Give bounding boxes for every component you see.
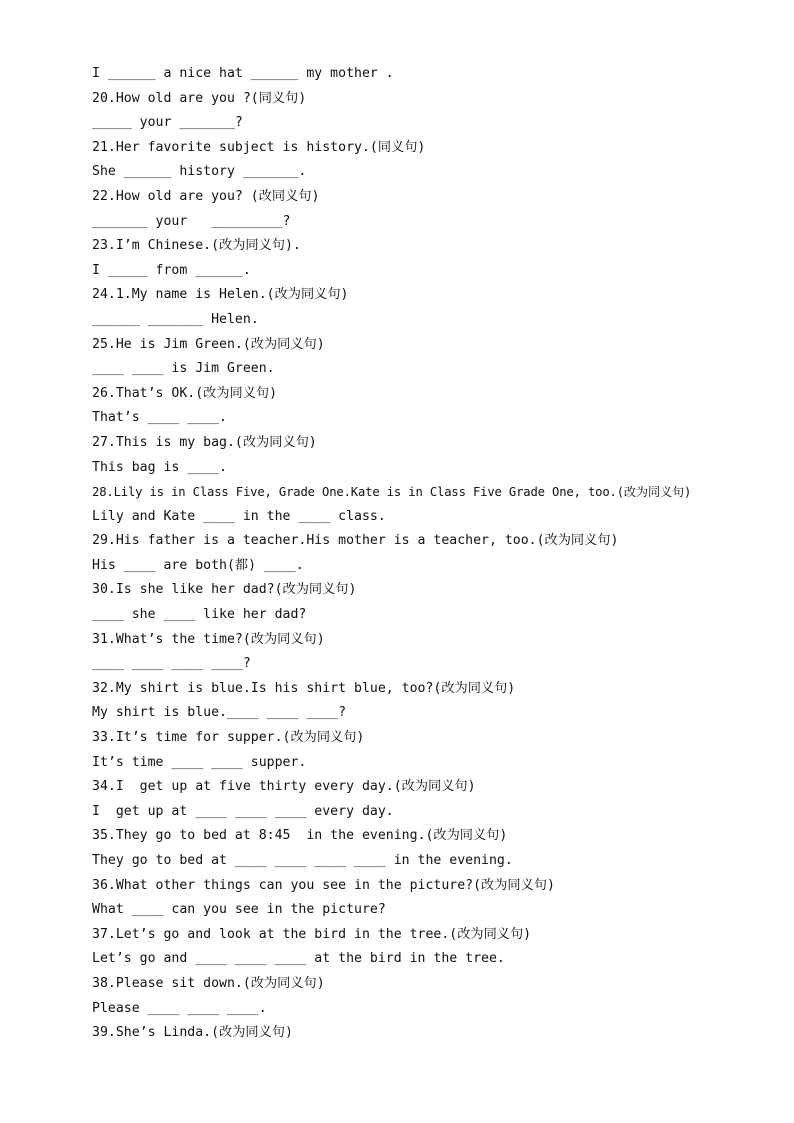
answer-line-24: ______ _______ Helen. [92, 311, 259, 327]
answer-line-27: This bag is ____. [92, 459, 227, 475]
answer-line-25: ____ ____ is Jim Green. [92, 361, 275, 377]
answer-line-34: I get up at ____ ____ ____ every day. [92, 803, 394, 819]
answer-line-31: ____ ____ ____ ____? [92, 656, 251, 672]
answer-line-35: They go to bed at ____ ____ ____ ____ in the evening. [92, 853, 513, 868]
answer-line-29: His ____ are both(都) ____. [92, 557, 304, 573]
answer-line-30: ____ she ____ like her dad? [92, 607, 307, 623]
answer-line-32: My shirt is blue.____ ____ ____? [92, 705, 347, 721]
question-25: 25.He is Jim Green.(改为同义句) [92, 336, 325, 352]
question-39: 39.She’s Linda.(改为同义句) [92, 1025, 293, 1041]
answer-line-33: It’s time ____ ____ supper. [92, 754, 307, 770]
answer-line-20: _____ your _______? [92, 115, 243, 131]
question-22: 22.How old are you? (改同义句) [92, 188, 320, 204]
question-34: 34.I get up at five thirty every day.(改为同义句) [92, 779, 476, 795]
answer-line-37: Let’s go and ____ ____ ____ at the bird in the tree. [92, 951, 505, 967]
question-23: 23.I’m Chinese.(改为同义句). [92, 238, 301, 254]
answer-line-26: That’s ____ ____. [92, 410, 227, 426]
question-36: 36.What other things can you see in the picture?(改为同义句) [92, 877, 555, 893]
answer-line-22: _______ your _________? [92, 213, 291, 229]
question-38: 38.Please sit down.(改为同义句) [92, 975, 325, 991]
answer-line-38: Please ____ ____ ____. [92, 1000, 267, 1016]
question-28: 28.Lily is in Class Five, Grade One.Kate is in Class Five Grade One, too.(改为同义句) [92, 485, 692, 500]
question-21: 21.Her favorite subject is history.(同义句) [92, 139, 426, 155]
answer-line-28: Lily and Kate ____ in the ____ class. [92, 508, 386, 524]
answer-line-19: I ______ a nice hat ______ my mother . [92, 66, 394, 81]
answer-line-36: What ____ can you see in the picture? [92, 902, 386, 918]
question-27: 27.This is my bag.(改为同义句) [92, 434, 317, 450]
question-26: 26.That’s OK.(改为同义句) [92, 385, 278, 401]
question-29: 29.His father is a teacher.His mother is a teacher, too.(改为同义句) [92, 533, 619, 549]
question-31: 31.What’s the time?(改为同义句) [92, 631, 325, 647]
question-20: 20.How old are you ?(同义句) [92, 90, 307, 106]
worksheet-page [92, 62, 772, 1046]
answer-line-21: She ______ history _______. [92, 164, 307, 180]
question-37: 37.Let’s go and look at the bird in the tree.(改为同义句) [92, 926, 532, 942]
answer-line-23: I _____ from ______. [92, 262, 251, 278]
question-35: 35.They go to bed at 8:45 in the evening.(改为同义句) [92, 828, 508, 844]
question-24: 24.1.My name is Helen.(改为同义句) [92, 287, 349, 303]
question-33: 33.It’s time for supper.(改为同义句) [92, 730, 365, 746]
question-30: 30.Is she like her dad?(改为同义句) [92, 582, 357, 598]
question-32: 32.My shirt is blue.Is his shirt blue, too?(改为同义句) [92, 680, 516, 696]
